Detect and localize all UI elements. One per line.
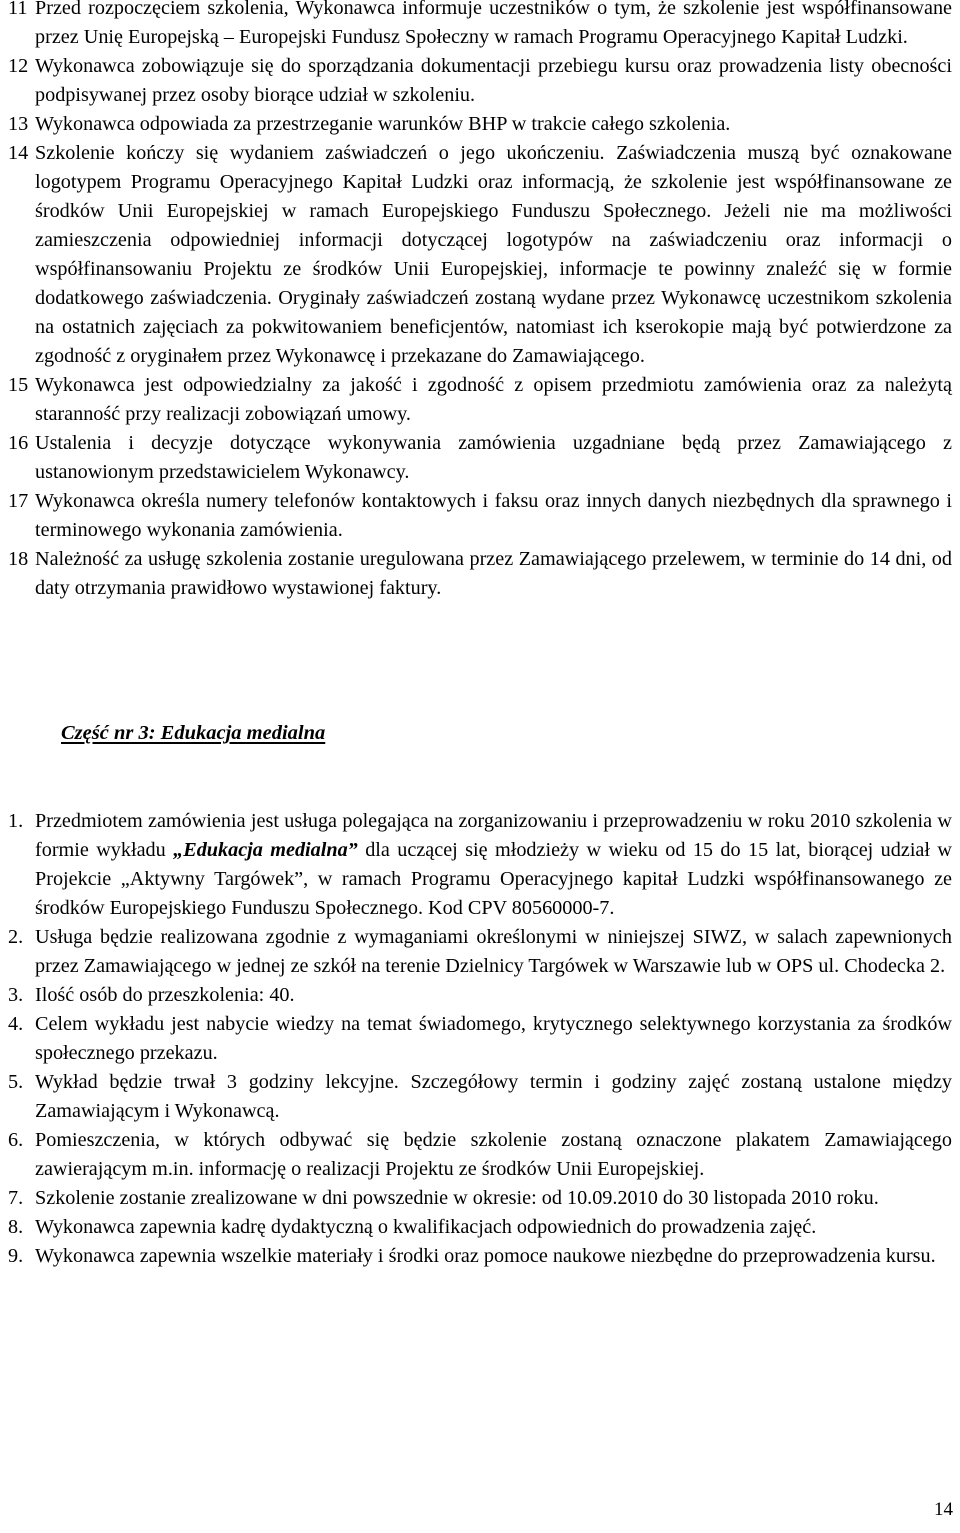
- item-number: 7.: [8, 1187, 24, 1209]
- item-text: Szkolenie kończy się wydaniem zaświadczeń o jego ukończeniu. Zaświadczenia muszą być oznakowane logotypem Programu Operacyjnego Kapitał Ludzki oraz informacją, że szkolenie jest współfinansowane ze środków Unii Europejskiej w ramach Europejskiego Funduszu Społecznego. Jeżeli nie ma możliwości zamieszczenia odpowiedniej informacji dotyczącej logotypów na zaświadczeniu oraz informacji o współfinansowaniu Projektu ze środków Unii Europejskiej, informacje te powinny znaleźć się w formie dodatkowego zaświadczenia. Oryginały zaświadczeń zostaną wydane przez Wykonawcę uczestnikom szkolenia na ostatnich zajęciach za pokwitowaniem beneficjentów, natomiast ich kserokopie mają być potwierdzone za zgodność z oryginałem przez Wykonawcę i przekazane do Zamawiającego.: [35, 142, 952, 367]
- item-text: Szkolenie zostanie zrealizowane w dni powszednie w okresie: od 10.09.2010 do 30 listopada 2010 roku.: [35, 1187, 879, 1209]
- section-heading: Część nr 3: Edukacja medialna: [61, 722, 326, 744]
- item-text: Wykonawca określa numery telefonów kontaktowych i faksu oraz innych danych niezbędnych dla sprawnego i terminowego wykonania zamówienia.: [35, 490, 952, 541]
- list-item: [8, 807, 952, 923]
- list-item: [8, 1213, 952, 1242]
- item-text: Wykonawca jest odpowiedzialny za jakość i zgodność z opisem przedmiotu zamówienia oraz za należytą staranność przy realizacji zobowiązań umowy.: [35, 374, 952, 425]
- item-text: Wykonawca odpowiada za przestrzeganie warunków BHP w trakcie całego szkolenia.: [35, 113, 731, 135]
- item-text-emphasis: „Edukacja medialna”: [173, 839, 358, 861]
- item-number: 13: [8, 113, 29, 135]
- item-number: 3.: [8, 984, 24, 1006]
- item-text: Przed rozpoczęciem szkolenia, Wykonawca informuje uczestników o tym, że szkolenie jest współfinansowane przez Unię Europejską – Europejski Fundusz Społeczny w ramach Programu Operacyjnego Kapitał Ludzki.: [35, 0, 952, 48]
- item-number: 9.: [8, 1245, 24, 1267]
- list-item: [8, 139, 952, 371]
- item-number: 6.: [8, 1129, 24, 1151]
- list-item: [8, 1126, 952, 1184]
- item-text: Ustalenia i decyzje dotyczące wykonywania zamówienia uzgadniane będą przez Zamawiającego z ustanowionym przedstawicielem Wykonawcy.: [35, 432, 952, 483]
- list-item: [8, 52, 952, 110]
- list-item: [8, 110, 952, 139]
- item-text-before: Przedmiotem zamówienia jest usługa polegająca na zorganizowaniu i przeprowadzeniu w roku 2010 szkolenia w formie wykładu: [35, 810, 952, 861]
- item-number: 18: [8, 548, 29, 570]
- item-text: Pomieszczenia, w których odbywać się będzie szkolenie zostaną oznaczone plakatem Zamawiającego zawierającym m.in. informację o realizacji Projektu ze środków Unii Europejskiej.: [35, 1129, 952, 1180]
- item-text: Wykład będzie trwał 3 godziny lekcyjne. Szczegółowy termin i godziny zajęć zostaną ustalone między Zamawiającym i Wykonawcą.: [35, 1071, 952, 1122]
- clause-list: [8, 0, 952, 603]
- item-text-after: dla uczącej się młodzieży w wieku od 15 do 15 lat, biorącej udział w Projekcie „Aktywny Targówek”, w ramach Programu Operacyjnego kapitał Ludzki współfinansowanego ze środków Europejskiego Funduszu Społecznego. Kod CPV 80560000-7.: [35, 839, 952, 919]
- list-item: [8, 923, 952, 981]
- list-item: [8, 1242, 952, 1271]
- page-number: 14: [934, 1499, 953, 1520]
- item-number: 5.: [8, 1071, 24, 1093]
- list-item: [8, 0, 952, 52]
- item-text: Celem wykładu jest nabycie wiedzy na temat świadomego, krytycznego selektywnego korzystania za środków społecznego przekazu.: [35, 1013, 952, 1064]
- list-item: [8, 545, 952, 603]
- item-number: 15: [8, 374, 29, 396]
- item-number: 4.: [8, 1013, 24, 1035]
- item-number: 11: [8, 0, 28, 19]
- item-text: Wykonawca zapewnia wszelkie materiały i środki oraz pomoce naukowe niezbędne do przeprowadzenia kursu.: [35, 1245, 936, 1267]
- item-text: Wykonawca zapewnia kadrę dydaktyczną o kwalifikacjach odpowiednich do prowadzenia zajęć.: [35, 1216, 817, 1238]
- list-item: [8, 981, 952, 1010]
- item-text: Należność za usługę szkolenia zostanie uregulowana przez Zamawiającego przelewem, w terminie do 14 dni, od daty otrzymania prawidłowo wystawionej faktury.: [35, 548, 952, 599]
- list-item: [8, 1010, 952, 1068]
- item-number: 12: [8, 55, 29, 77]
- list-item: [8, 371, 952, 429]
- requirements-list: [8, 807, 952, 1271]
- item-number: 8.: [8, 1216, 24, 1238]
- item-text: Usługa będzie realizowana zgodnie z wymaganiami określonymi w niniejszej SIWZ, w salach zapewnionych przez Zamawiającego w jednej ze szkół na terenie Dzielnicy Targówek w Warszawie lub w OPS ul. Chodecka 2.: [35, 926, 952, 977]
- item-number: 16: [8, 432, 29, 454]
- item-number: 14: [8, 142, 29, 164]
- item-number: 17: [8, 490, 29, 512]
- list-item: [8, 487, 952, 545]
- item-text: Wykonawca zobowiązuje się do sporządzania dokumentacji przebiegu kursu oraz prowadzenia listy obecności podpisywanej przez osoby biorące udział w szkoleniu.: [35, 55, 952, 106]
- list-item: [8, 429, 952, 487]
- item-number: 1.: [8, 810, 24, 832]
- list-item: [8, 1068, 952, 1126]
- list-item: [8, 1184, 952, 1213]
- item-text: Ilość osób do przeszkolenia: 40.: [35, 984, 295, 1006]
- item-number: 2.: [8, 926, 24, 948]
